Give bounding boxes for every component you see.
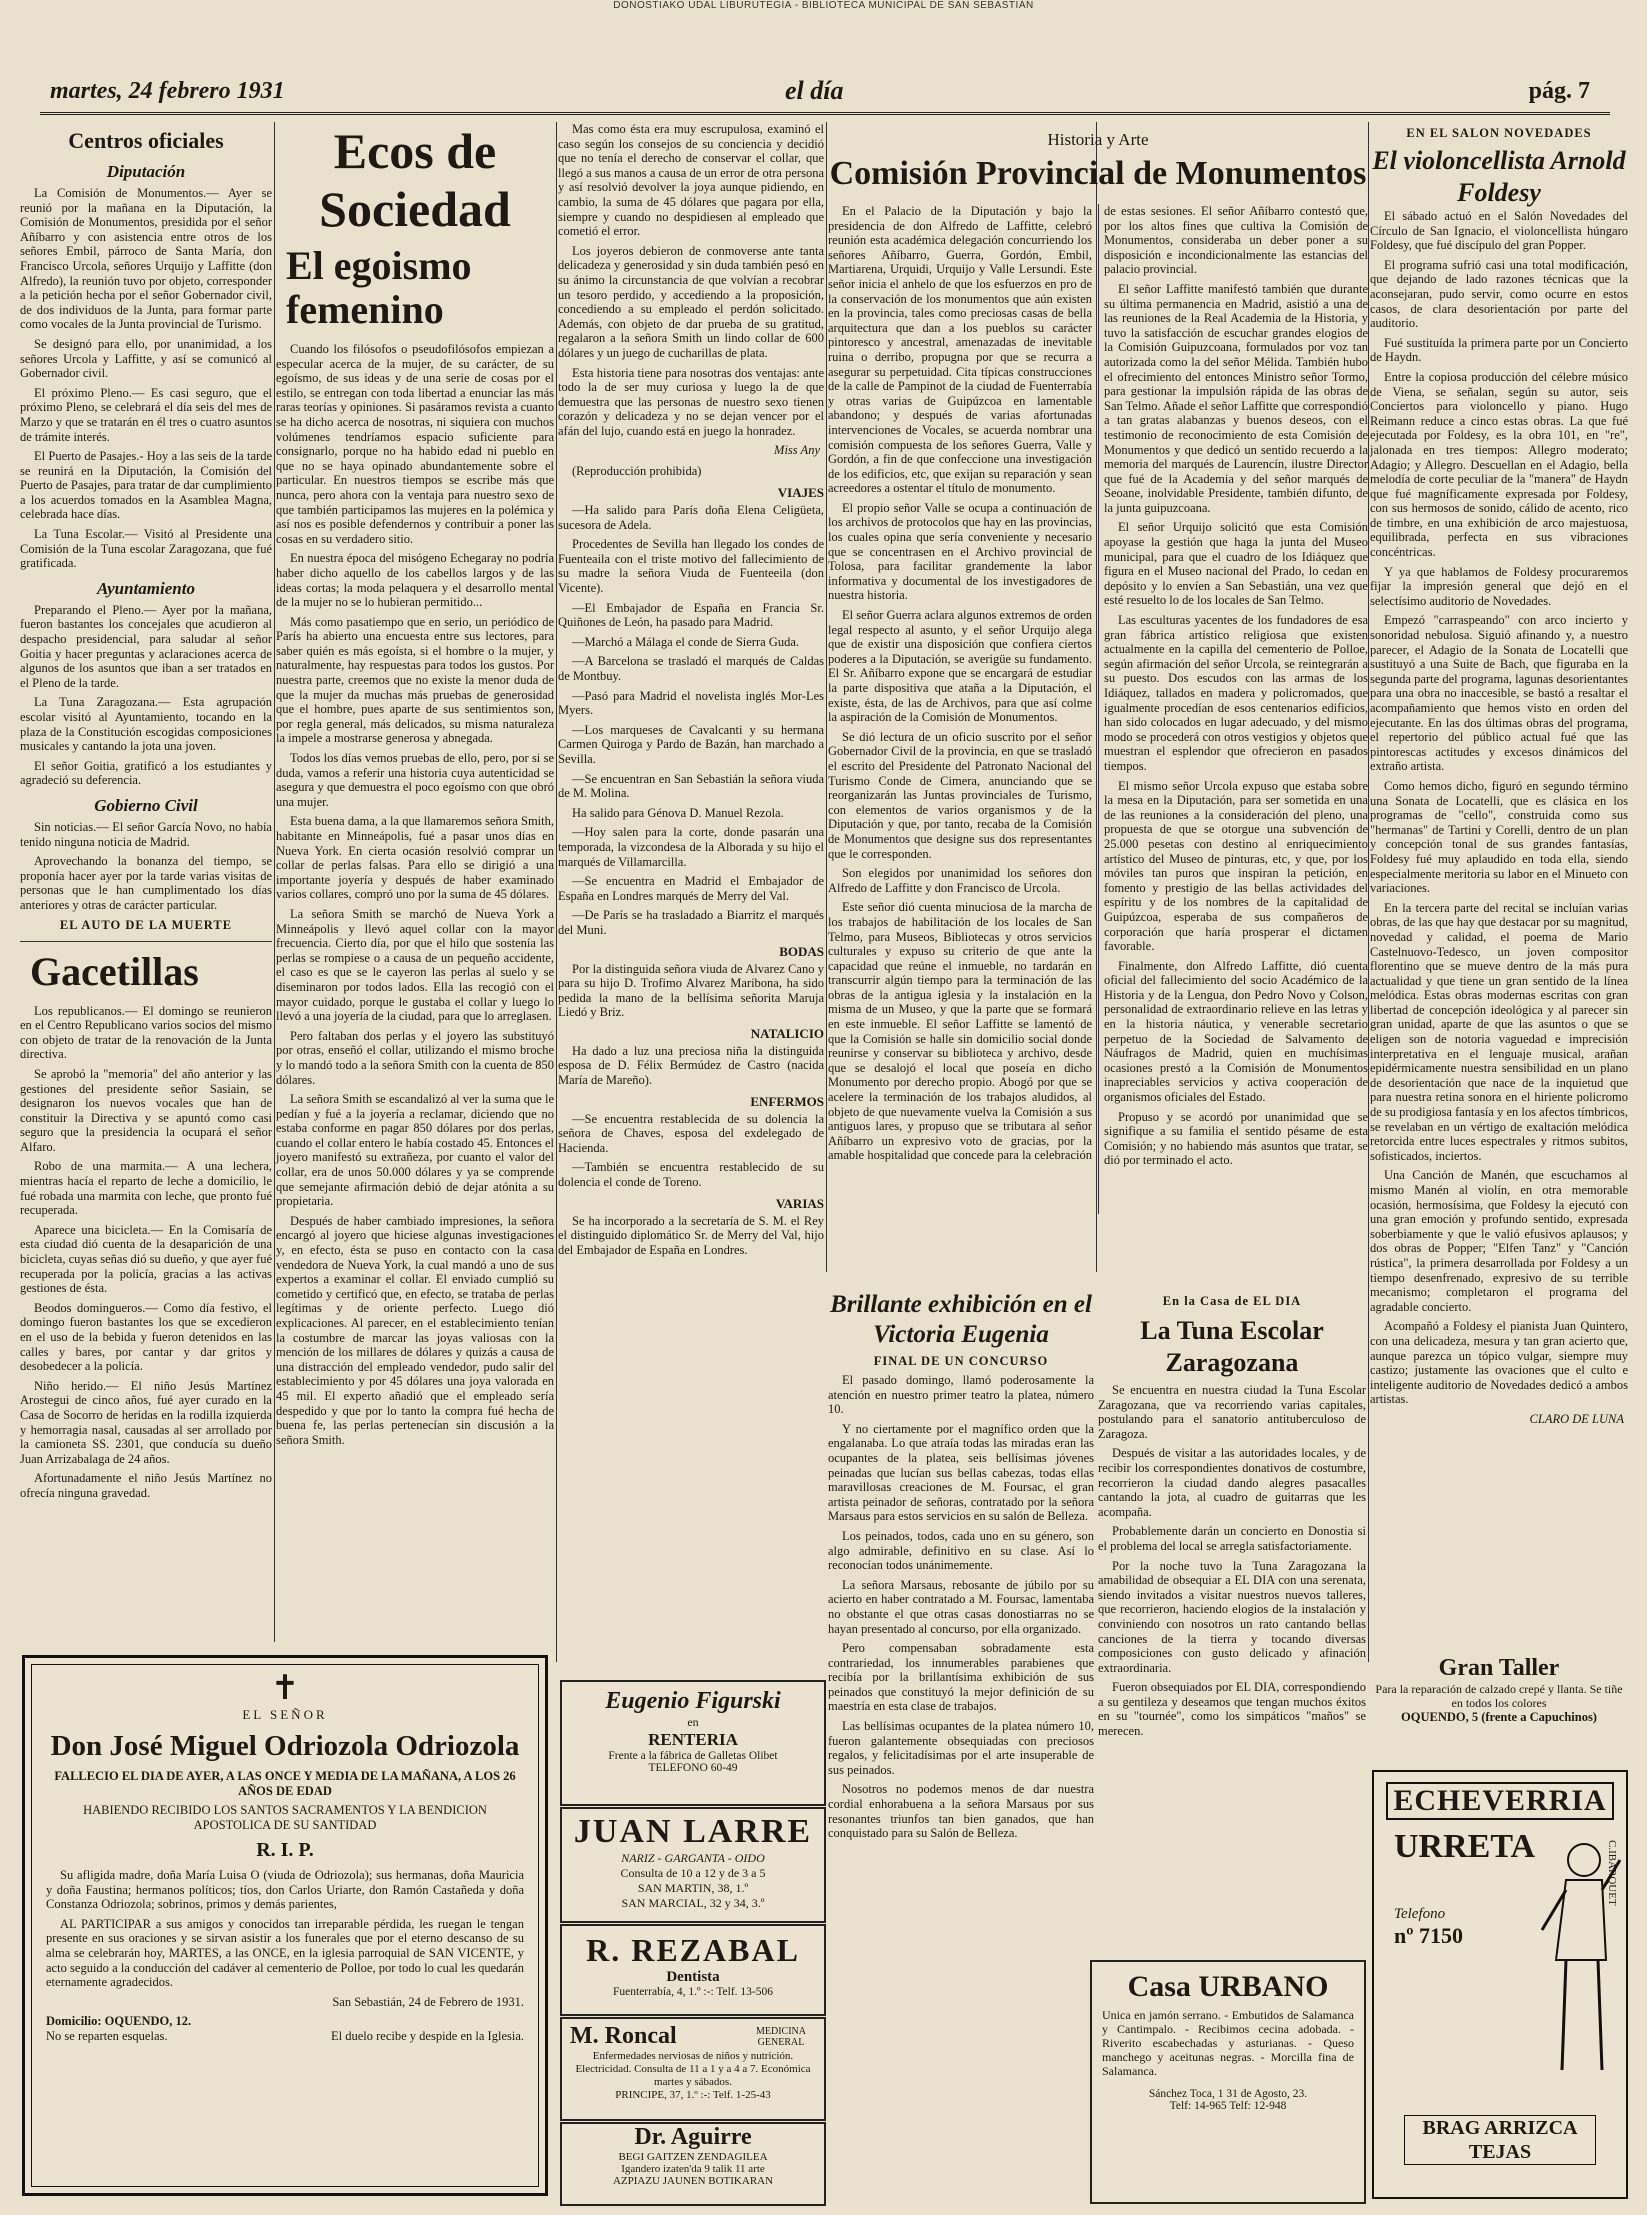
social-item: —También se encuentra restablecido de su dolencia el conde de Toreno. <box>558 1160 824 1190</box>
ecos-continued <box>558 122 824 1257</box>
article-kicker: En la Casa de EL DIA <box>1162 1294 1302 1308</box>
social-item: —De París se ha trasladado a Biarritz el marqués del Muni. <box>558 908 824 937</box>
ad-rezabal <box>560 1924 826 2016</box>
article-paragraph: Después de visitar a las autoridades locales, y de recibir los correspondientes donativos de costumbre, recorrieron la ciudad dando alegres pasacalles cantando la jota, al cuadro de guitarras que les acompaña. <box>1098 1446 1366 1519</box>
social-item: Procedentes de Sevilla han llegado los condes de Fuenteaila con el triste motivo del fallecimiento de su madre la señora Viuda de Fuenteeila (don Vicente). <box>558 537 824 596</box>
obituary-body: AL PARTICIPAR a sus amigos y conocidos tan irreparable pérdida, les ruegan le tengan presente en sus oraciones y se sirvan asistir a los funerales que por el eterno descanso de su alma se celebrarán hoy, MARTES, a las ONCE, en la iglesia parroquial de SAN VICENTE, y acto seguido a la conducción del cadáver al cementerio de Polloe, por todo lo cual les quedarán eternamente agradecidos. <box>46 1916 524 1990</box>
section-title: Gacetillas <box>30 948 199 994</box>
column-ecos-continued <box>558 122 824 1662</box>
ad-text: Enfermedades nerviosas de niños y nutrición. Electricidad. Consulta de 11 a 1 y a 4 a 7. Económica martes y sábados. <box>575 2050 811 2088</box>
subsection-title: NATALICIO <box>750 1025 824 1041</box>
article-paragraph: Las bellísimas ocupantes de la platea número 10, fueron galantemente obsequiadas con preciosos regalos, y felicitadísimas por el arte insuperable de sus peinados. <box>828 1719 1094 1777</box>
news-item: Robo de una marmita.— A una lechera, mientras hacía el reparto de leche a domicilio, le fué robada una marmita con leche, que pronto fué recuperada. <box>20 1159 272 1218</box>
social-item: —Hoy salen para la corte, donde pasarán una temporada, la vizcondesa de la Alborada y su hijo el marqués de Villamarcilla. <box>558 825 824 869</box>
article-paragraph: El programa sufrió casi una total modificación, que dejando de lado razones técnicas que la aconsejaran, pudo servir, como ocurre en estos casos, de clara desorientación por parte del auditorio. <box>1370 257 1628 331</box>
newspaper-name: el día <box>785 76 844 105</box>
subsection-title: ENFERMOS <box>750 1093 824 1109</box>
news-item: Los republicanos.— El domingo se reunieron en el Centro Republicano varios socios del mismo con objeto de tratar de la renovación de la Junta directiva. <box>20 1003 272 1062</box>
article-comision-monumentos <box>828 122 1368 1270</box>
news-item: Se designó para ello, por unanimidad, a los señores Urcola y Laffitte, y así se comunicó al Gobernador civil. <box>20 336 272 381</box>
article-paragraph: Los peinados, todos, cada uno en su género, son algo admirable, definitivo en su clase. Así lo reconocían todos unánimemente. <box>828 1528 1094 1573</box>
ad-phone: TELEFONO 60-49 <box>648 1762 738 1774</box>
news-item: El próximo Pleno.— Es casi seguro, que el próximo Pleno, se celebrará el día seis del mes de Marzo y que se tratarán en él tres o cuatro asuntos de trámite interés. <box>20 385 272 444</box>
article-paragraph: Son elegidos por unanimidad los señores don Alfredo de Laffitte y don Francisco de Urcola. <box>828 866 1092 895</box>
article-title: Comisión Provincial de Monumentos <box>829 155 1367 192</box>
ad-text: Dentista <box>666 1969 720 1985</box>
article-title: El egoismo femenino <box>286 243 472 332</box>
ad-text: AZPIAZU JAUNEN BOTIKARAN <box>612 2175 774 2187</box>
news-item: Sin noticias.— El señor García Novo, no había tenido ninguna noticia de Madrid. <box>20 819 272 849</box>
social-item: Ha dado a luz una preciosa niña la distinguida esposa de D. Félix Bermúdez de Castro (nacida María de Mareño). <box>558 1043 824 1088</box>
ad-roncal <box>560 2017 826 2121</box>
ad-text: Consulta de 10 a 12 y de 3 a 5 <box>620 1866 766 1880</box>
article-paragraph: En el Palacio de la Diputación y bajo la presidencia de don Alfredo de Laffitte, celebró reunión esta académica delegación concurriendo los señores Añíbarro, Guerra, Gordón, Embil, Martiarena, Urquidi, Urquijo y Valle Lersundi. Este señor inicia el anhelo de que los esfuerzos en pro de la conservación de los monumentos que aún existen en la provincia, tales como preciosas casas de bella arquitectura que dan a los pueblos su carácter pintoresco y ancestral, amenazadas de inevitable ruina o derribo, propugna por que se recurra a asegurar su perpetuidad. Cita típicas construcciones de la calle de Pampinot de la ciudad de Fuenterrabía y otras varias de Guipúzcoa en lamentable abandono; y después de varias afortunadas intervenciones de Vocales, se acuerda nombrar una comisión compuesta de los señores Guerra, Valle y Gordón, a fin de que confeccione una investigación de los edificios, etc, que exijan su reparación y sean acreedores a ostentar el título de monumento. <box>828 204 1092 496</box>
article-paragraph: El señor Urquijo solicitó que esta Comisión apoyase la gestión que haga la junta del Museo municipal, para que el cuadro de los Idiáquez que figura en el Museo nacional del Prado, lo cedan en depósito y lo envíen a San Sebastián, una vez que esté resuelto lo de los locales de San Telmo. <box>1104 520 1368 608</box>
ad-figurski <box>560 1680 826 1806</box>
column-foldesy <box>1370 122 1628 1652</box>
obituary-heading: EL SEÑOR <box>242 1707 328 1722</box>
ad-text: MEDICINA GENERAL <box>756 2025 806 2048</box>
news-item: Se aprobó la "memoria" del año anterior y las gestiones del presidente señor Sasiain, se designaron los nuevos vocales que han de constituir la Directiva y se apuntó como casi seguro que la presidencia la ocupará el señor Alfaro. <box>20 1066 272 1154</box>
ad-text: Igandero izaten'da 9 talik 11 arte <box>621 2163 765 2175</box>
article-paragraph: En nuestra época del misógeno Echegaray no podría haber dicho aquello de los cabellos largos y de las ideas cortas; la moda pelaquera y el desarrollo mental de la mujer no se lo hubieran permitido... <box>276 551 554 610</box>
subsection-title: Ayuntamiento <box>97 578 195 598</box>
article-title: El violoncellista Arnold Foldesy <box>1372 146 1626 207</box>
article-kicker: Historia y Arte <box>1047 130 1149 149</box>
ad-text: en <box>687 1715 699 1729</box>
article-paragraph: La señora Smith se marchó de Nueva York a Minneápolis y llevó aquel collar con la mayor frecuencia. Cierto día, por que el hilo que sostenía las perlas se rompiese o a causa de un pequeño accidente, el caso es que se le cayeron las perlas al suelo y se diseminaron por todos lados. Ella las recogió con el mayor cuidado, porque le gustaba el collar y luego lo llevó a una joyería de la ciudad, para que lo arreglasen. <box>276 906 554 1024</box>
subsection-title: VARIAS <box>775 1195 824 1211</box>
article-paragraph: Y ya que hablamos de Foldesy procuraremos fijar la impresión general que dejó en el selectísimo auditorio de Novedades. <box>1370 564 1628 608</box>
section-title: Centros oficiales <box>68 128 224 153</box>
section-title: Ecos de Sociedad <box>319 123 511 237</box>
ad-name: URRETA <box>1394 1828 1536 1865</box>
column-centros-oficiales <box>20 122 272 1637</box>
obituary-note: El duelo recibe y despide en la Iglesia. <box>331 2028 524 2043</box>
article-paragraph: El pasado domingo, llamó poderosamente la atención en nuestro primer teatro la platea, número 10. <box>828 1373 1094 1417</box>
ad-address: OQUENDO, 5 (frente a Capuchinos) <box>1401 1710 1597 1724</box>
article-paragraph: Acompañó a Foldesy el pianista Juan Quintero, con una delicadeza, mesura y tan gran acierto que, aunque parezca un tópico vulgar, siempre muy castizo; justamente las ovaciones que el culto e inteligente auditorio de Novedades dedicó a ambos artistas. <box>1370 1319 1628 1407</box>
obituary-line: HABIENDO RECIBIDO LOS SANTOS SACRAMENTOS Y LA BENDICION APOSTOLICA DE SU SANTIDAD <box>83 1803 487 1832</box>
obituary-notice <box>22 1655 548 2196</box>
news-item: La Tuna Zaragozana.— Esta agrupación escolar visitó al Ayuntamiento, tocando en la plaza de la Constitución escogidas composiciones musicales y cantando la jota una joven. <box>20 695 272 754</box>
social-item: —Pasó para Madrid el novelista inglés Mor-Les Myers. <box>558 688 824 718</box>
social-item: Ha salido para Génova D. Manuel Rezola. <box>572 805 784 820</box>
news-item: Beodos domingueros.— Como día festivo, el domingo fueron bastantes los que se excedieron en el uso de la bebida y fueron detenidos en las calles y bares, por cantar y dar gritos y desobedecer a la policía. <box>20 1300 272 1374</box>
ad-echeverria-urreta <box>1372 1770 1628 2199</box>
article-paragraph: Todos los días vemos pruebas de ello, pero, por si se duda, vamos a referir una historia cuya autenticidad se asegura y que demuestra el poco egoísmo con que obró una mujer. <box>276 751 554 809</box>
article-brillante-exhibicion <box>828 1290 1094 2000</box>
ad-town: RENTERIA <box>648 1730 738 1749</box>
article-signature: Miss Any <box>774 443 820 458</box>
ad-casa-urbano <box>1090 1960 1366 2204</box>
ad-address: Sánchez Toca, 1 31 de Agosto, 23. <box>1148 2088 1308 2100</box>
obituary-line: FALLECIO EL DIA DE AYER, A LAS ONCE Y MEDIA DE LA MAÑANA, A LOS 26 AÑOS DE EDAD <box>54 1769 516 1798</box>
news-item: Preparando el Pleno.— Ayer por la mañana, fueron bastantes los concejales que acudieron al despacho presidencial, para saludar al señor Goitia y hacer preguntas y aclaraciones acerca de algunos de los asuntos que iban a ser tratados en el Pleno de la tarde. <box>20 602 272 690</box>
obituary-body: Su afligida madre, doña María Luisa O (viuda de Odriozola); sus hermanas, doña Mauricia y doña Faustina; hermanos políticos; tíos, don Carlos Uriarte, don Ramón Castañeda y doña Constanza Odriozola; sobrinos, primos y demás parientes, <box>46 1868 524 1912</box>
article-paragraph: Probablemente darán un concierto en Donostia si el problema del local se arregla satisfactoriamente. <box>1098 1524 1366 1553</box>
news-item: La Comisión de Monumentos.— Ayer se reunió por la mañana en la Diputación, la Comisión de Monumentos, presidida por el señor Añíbarro y con asistencia entre otros de los señores Embil, párroco de Santa María, don Francisco Urcola, señores Urquijo y Laffitte (don Alfredo), la reunión tuvo por objeto, corresponder a la petición hecha por el señor Gobernador civil, de dos individuos de la Junta, para formar parte como vocales de la Junta provincial de Turismo. <box>20 186 272 332</box>
article-paragraph: El señor Guerra aclara algunos extremos de orden legal respecto al asunto, y el señor Urquijo alega que de existir una disposición que confiera ciertos poderes a la Diputación, se averigüe su fundamento. El Sr. Añíbarro expone que se encargará de estudiar la parte dispositiva que ataña a la Diputación, el existe, ésta, de las de Archivos, para que así colme la aspiración de la Comisión de Monumentos. <box>828 608 1092 725</box>
social-item: —El Embajador de España en Francia Sr. Quiñones de León, ha pasado para Madrid. <box>558 600 824 630</box>
article-paragraph: Por la noche tuvo la Tuna Zaragozana la amabilidad de obsequiar a EL DIA con una serenata, siendo invitados a visitar nuestros nuevos talleres, que recorrieron, haciendo elogios de la instalación y conviniendo con nosotros un rato cantando bellas canciones de la tierra y tocando diversas composiciones con gusto delicado y afinación extraordinaria. <box>1098 1558 1366 1675</box>
masthead <box>40 72 1610 115</box>
ad-phone-label: Telefono <box>1394 1906 1446 1922</box>
obituary-note: No se reparten esquelas. <box>46 2028 168 2043</box>
ad-name: Eugenio Figurski <box>605 1688 781 1714</box>
article-paragraph: Esta historia tiene para nosotras dos ventajas: ante todo la de ser muy curiosa y luego la de que demuestra que las personas de nuestro sexo tienen corazón y delicadeza y no se dejan vencer por el afán del lujo, cuando está en juego la honradez. <box>558 365 824 438</box>
article-paragraph: Cuando los filósofos o pseudofilósofos empiezan a especular acerca de la mujer, de su carácter, de su egoísmo, de sus ideas y de una serie de cosas por el estilo, se entregan con toda libertad a enunciar las más raras teorías y opiniones. Si pasáramos revista a cuanto se ha dicho acerca de nosotras, ni siquiera con muchos volúmenes tendríamos espacio suficiente para consignarlo, porque no ha habido edad ni pueblo en que no se haya opinado abundantemente sobre el particular. En nuestros tiempos se escribe más que nunca, pero ahora con la ventaja para nuestro sexo de que también participamos las mujeres en la polémica y así nos es posible defendernos y contribuir a poner las cosas en su verdadero sitio. <box>276 342 554 546</box>
social-item: —Se encuentran en San Sebastián la señora viuda de M. Molina. <box>558 771 824 801</box>
ad-text: Unica en jamón serrano. - Embutidos de Salamanca y Cantimpalo. - Recibimos cecina adobada. - Riverito escabechadas y asturianas. - Queso manchego y aceitunas negras. - Morcilla fina de Salamanca. <box>1102 2008 1354 2078</box>
news-item: La Tuna Escolar.— Visitó al Presidente una Comisión de la Tuna escolar Zaragozana, que fué gratificada. <box>20 527 272 571</box>
archive-header: DONOSTIAKO UDAL LIBURUTEGIA - BIBLIOTECA MUNICIPAL DE SAN SEBASTIÁN <box>613 0 1034 11</box>
article-paragraph: El señor Laffitte manifestó también que durante su última permanencia en Madrid, asistió a una de las reuniones de la Real Academia de la Historia, y tuvo la satisfacción de escuchar grandes elogios de la Comisión Guipuzcoana, formulados por voz tan autorizada como la del señor Mélida. También hubo el ofrecimiento del entonces Ministro señor Tormo, para gestionar la impulsión rápida de las obras de San Telmo. Añade el señor Laffitte que correspondió a tan gratas alabanzas y buenos deseos, con el testimonio de reconocimiento de esta Comisión de Monumentos y que dedicó un sentido recuerdo a la memoria del marqués de Laurencín, ilustre Director que fué de la Academia y del señor marqués de Seoane, inolvidable Presidente, también difunto, de la junta guipuzcoana. <box>1104 281 1368 515</box>
ad-address: Frente a la fábrica de Galletas Olibet <box>608 1750 778 1762</box>
article-paragraph: Más como pasatiempo que en serio, un periódico de París ha abierto una encuesta entre sus lectores, para saber quién es más egoísta, si el hombre o la mujer, y naturalmente, hay respuestas para todos los gustos. Por nuestra parte, creemos que no existe la menor duda de que la mujer da muchas más pruebas de generosidad que el hombre, pues aparte de sus sentimientos son, por regla general, más delicados, su misma naturaleza la impele a mostrarse generosa y abnegada. <box>276 614 554 746</box>
ad-address: PRINCIPE, 37, 1.º :-: Telf. 1-25-43 <box>615 2089 771 2101</box>
article-signature: CLARO DE LUNA <box>1529 1411 1624 1426</box>
article-paragraph: Esta buena dama, a la que llamaremos señora Smith, habitante en Minneápolis, fué a pasar unos días en Nueva York. En cierta ocasión resolvió comprar un collar de perlas falsas. Para ello se dirigió a una importante joyería y después de haber examinado varios collares, compró uno por la suma de 45 dólares. <box>276 814 554 902</box>
article-title: La Tuna Escolar Zaragozana <box>1140 1316 1324 1377</box>
article-paragraph: Propuso y se acordó por unanimidad que se signifique a su familia el sentido pésame de esta Comisión; y no habiendo más asuntos que tratar, se dió por terminado el acto. <box>1104 1109 1368 1168</box>
social-item: Por la distinguida señora viuda de Alvarez Cano y para su hijo D. Trofimo Alvarez Maribona, ha sido pedida la mano de la bellísima señorita Maruja Liedó y Briz. <box>558 961 824 1020</box>
ad-address: SAN MARTIN, 38, 1.º <box>637 1881 749 1895</box>
news-item: El Puerto de Pasajes.- Hoy a las seis de la tarde se reunirá en la Diputación, la Comisión del Puerto de Pasajes, para tratar de dar cumplimiento a los acuerdos tomados en la Asamblea Magna, celebrada hace días. <box>20 449 272 522</box>
ad-name: JUAN LARRE <box>573 1813 813 1850</box>
article-paragraph: La señora Marsaus, rebosante de júbilo por su acierto en haber contratado a M. Foursac, lamentaba no obstante el que otras casas donostiarras no se hayan presentado al concurso, por ella organizado. <box>828 1577 1094 1636</box>
artist-signature: C.IBARQUET <box>1606 1840 1618 1906</box>
article-paragraph: En la tercera parte del recital se incluían varias obras, de las que hay que destacar por su magnitud, novedad y calidad, el poema de Mario Castelnuovo-Tedesco, un joven compositor florentino que se mueve dentro de la más pura actualidad y que tiene un gran sentido de la línea melódica. Estas obras modernas escritas con gran libertad de concepción ideológica y al parecer sin gran unidad, aparte de que las asuntos o que se eligen son de notoria vaguedad e imprecisión interpretativa en el lenguaje musical, arañan epidérmicamente nuestra sensibilidad en un plano de desorientación que nace de la inquietud que para nuestra retina sonora en el hiriente policromo de su prodigiosa fantasía y en los afectos tímbricos, se revelaban en un vértigo de exaltación melódica retorcida entre luces espectrales y ritmos subitos, sofisticados, inciertos. <box>1370 900 1628 1163</box>
article-paragraph: La señora Smith se escandalizó al ver la suma que le pedían y fué a la joyería a reclamar, diciendo que no estaba conforme en pagar 850 dólares por dos perlas, cuando el collar entero le había costado 45. Entonces el joyero manifestó su extrañeza, por cuanto el valor del collar, era de unos 50.000 dólares y ya se comprende que semejante afirmación debió de dejar atónita a su propietaria. <box>276 1092 554 1209</box>
article-paragraph: El mismo señor Urcola expuso que estaba sobre la mesa en la Diputación, para ser sometida en una de las reuniones a la consideración del pleno, una propuesta de que se otorgue una subvención de 25.000 pesetas con destino al enriquecimiento artístico del Museo de pinturas, etc, y que, por los móviles tan puros que inspiran la petición, en fomento y prestigio de las bellas actividades del espíritu y de los nombres de la capitalidad de Guipúzcoa, esperaba de sus compañeros de corporación que haría prosperar el dictamen favorable. <box>1104 778 1368 954</box>
article-paragraph: Como hemos dicho, figuró en segundo término una Sonata de Locatelli, que es clásica en los programas de "cello", construida como sus "hermanas" de Tartini y Corelli, dentro de un plan y concepción tonal de sus grandes fantasías, Foldesy fué muy aplaudido en toda ella, siendo especialmente meritoria su labor en el Minueto con variaciones. <box>1370 778 1628 896</box>
ad-phone: nº 7150 <box>1394 1923 1463 1948</box>
article-paragraph: Después de haber cambiado impresiones, la señora encargó al joyero que hiciese algunas investigaciones y, en efecto, ésta se puso en contacto con la casa vendedora de Nueva York, la cual mandó a uno de sus expertos a examinar el collar. El enviado cumplió su cometido y certificó que, en efecto, se trataba de perlas legítimas y de oriente perfecto. Luego dió explicaciones. Al parecer, en el establecimiento tenían la costumbre de marcar las joyas valiosas con la mención de los millares de dólares y quizás a causa de una distracción del empleado vendedor, pudo salir del establecimiento y por 45 dólares una joya valorada en 45 mil. El experto añadió que el empleado sería despedido y que por lo tanto la compra fué hecha de buena fe, las perlas pertenecían sin discusión a la señora Smith. <box>276 1213 554 1447</box>
subsection-title: Diputación <box>106 162 186 181</box>
article-paragraph: Nosotros no podemos menos de dar nuestra cordial enhorabuena a la señora Marsaus por sus resonantes triunfos tan bien ganados, que han conquistado para su Salón de Belleza. <box>828 1782 1094 1841</box>
ad-text: BRAG ARRIZCA TEJAS <box>1404 2115 1596 2165</box>
article-paragraph: Una Canción de Manén, que escuchamos al mismo Manén al violín, en otra memorable ocasión, hermosísima, que Foldesy la ejecutó con una gran emoción y profundo sentido, expresada soberbiamente y que le valió efusivos aplausos; y dos obras de Popper; "Elfen Tanz" y "Canción rústica", la primera desarrollada por Foldesy a un tiempo desenfrenado, expresivo de su terrible mecanismo; completaron el programa del agradable concierto. <box>1370 1168 1628 1314</box>
article-paragraph: Y no ciertamente por el magnífico orden que la engalanaba. Lo que atraía todas las miradas eran las ocupantes de la platea, seis bellísimas jóvenes peinadas que lucían sus bellas cabezas, todas ellas maravillosas creaciones de M. Foursac, el gran artista peinador de señoras, contratado por la señora Marsaus para estos servicios en su salón de Belleza. <box>828 1421 1094 1524</box>
news-item: El señor Goitia, gratificó a los estudiantes y agradeció su deferencia. <box>20 758 272 788</box>
rip: R. I. P. <box>256 1839 314 1861</box>
reproduction-note: (Reproducción prohibida) <box>572 464 702 479</box>
article-kicker: FINAL DE UN CONCURSO <box>873 1354 1049 1368</box>
news-item: Niño herido.— El niño Jesús Martínez Arostegui de cinco años, fué ayer curado en la Casa de Socorro de heridas en la rodilla izquierda y hemorragia nasal, causadas al ser arrollado por la camioneta SS. 2301, que conducía su dueño Juan Arrizabalaga de 24 años. <box>20 1378 272 1466</box>
article-paragraph: Fueron obsequiados por EL DIA, correspondiendo a su gentileza y deseamos que tengan muchos éxitos en su "tournée", como los simpáticos "maños" se merecen. <box>1098 1680 1366 1739</box>
subsection-title: VIAJES <box>777 485 824 501</box>
ad-name: Gran Taller <box>1438 1655 1560 1681</box>
ad-name: Dr. Aguirre <box>634 2124 752 2150</box>
article-kicker: EN EL SALON NOVEDADES <box>1406 126 1592 140</box>
article-paragraph: Los joyeros debieron de conmoverse ante tanta delicadeza y generosidad y sin duda también pesó en su ánimo la circunstancia de que volvían a recobrar un tesoro perdido, y accediendo a la proposición, concediendo a su empleado el perdón solicitado. Además, con objeto de dar prueba de su gratitud, regalaron a la señora Smith un lindo collar de 600 dólares y un juego de cucharillas de plata. <box>558 243 824 360</box>
article-paragraph: Pero faltaban dos perlas y el joyero las substituyó por otras, enseñó el collar, utilizando el mismo broche y lo mandó todo a la señora Smith con la cuenta de 850 dólares. <box>276 1028 554 1087</box>
social-item: —Los marqueses de Cavalcanti y su hermana Carmen Quiroga y Pardo de Bazán, han marchado a Sevilla. <box>558 722 824 766</box>
issue-date: martes, 24 febrero 1931 <box>50 78 285 104</box>
ad-name: R. REZABAL <box>586 1932 800 1968</box>
article-paragraph: Se dió lectura de un oficio suscrito por el señor Gobernador Civil de la provincia, en que se trasladó el escrito del Presidente del Patronato Nacional del Turismo Conde de Cimera, anunciando que se reorganizarán las Juntas provinciales de Turismo, con elementos de varios organismos y de la Diputación y que, por tanto, recaba de la Comisión de Monumentos que designe sus dos representantes que le corresponden. <box>828 729 1092 861</box>
social-item: —Se encuentra en Madrid el Embajador de España en Londres marqués de Merry del Val. <box>558 874 824 903</box>
article-paragraph: Las esculturas yacentes de los fundadores de esa gran fábrica artístico religiosa que existen actualmente en la capilla del cementerio de Polloe, según afirmación del señor Urcola, se reintegrarán a su puesto. Dos escudos con las armas de los Idiáquez, tallados en madera y policromados, que igualmente procedían de esos centenarios edificios, han sido colocados en lugar adecuado, y del mismo modo se procederá con otros vestigios y objetos que muestran el esplendor que ofrecieron en pasados tiempos. <box>1104 613 1368 773</box>
article-title: Brillante exhibición en el Victoria Eugenia <box>830 1291 1092 1348</box>
ad-address: Fuenterrabía, 4, 1.º :-: Telf. 13-506 <box>613 1986 773 1998</box>
obituary-place-date: San Sebastián, 24 de Febrero de 1931. <box>332 1994 524 2009</box>
social-item: —Se encuentra restablecida de su dolencia la señora de Chaves, esposa del exdelegado de Hacienda. <box>558 1111 824 1155</box>
social-item: —A Barcelona se trasladó el marqués de Caldas de Montbuy. <box>558 654 824 683</box>
news-item: Aparece una bicicleta.— En la Comisaría de esta ciudad dió cuenta de la desaparición de una bicicleta, cuyas señas dió su dueño, y que ayer fué recuperada por la policía, gracias a las activas gestiones de ésta. <box>20 1222 272 1296</box>
article-paragraph: Este señor dió cuenta minuciosa de la marcha de los trabajos de habilitación de los locales de San Telmo, para Museos, Bibliotecas y otros servicios culturales y expuso su criterio de que ante la capacidad que reúne el inmueble, no tardarán en transcurrir algún tiempo para la terminación de las obras de la antigua iglesia y la instalación en la misma de un Museo, y que la parte que se formará en este inmueble. El señor Laffitte se lamentó de que la Comisión se halle sin domicilio social donde reunirse y conservar su biblioteca y archivo, desde que se desalojó el local que poseía en dicho Monumento por derecho propio. Abogó por que se acelere la terminación de los trabajos aludidos, al objeto de que nuevamente vuelva la Comisión a sus antiguos lares, y propuso que se tributara al señor Añíbarro un expresivo voto de gracias, por la amable hospitalidad que concede para la celebración de estas sesiones. El señor Añíbarro contestó que, por los altos fines que cultiva la Comisión de Monumentos, consideraba un deber poner a su disposición e incondicionalmente las estancias del palacio provincial. <box>828 204 1368 1163</box>
column-ecos-de-sociedad <box>276 122 554 1662</box>
ad-juan-larre <box>560 1807 826 1923</box>
ad-name: M. Roncal <box>570 2023 677 2049</box>
article-paragraph: Fué sustituída la primera parte por un Concierto de Haydn. <box>1370 335 1628 365</box>
ad-text: Para la reparación de calzado crepé y llanta. Se tiñe en todos los colores <box>1375 1682 1623 1710</box>
article-paragraph: Pero compensaban sobradamente esta contrariedad, los innumerables parabienes que recibía por la brillantísima exhibición de sus peinados que constituyó la mejor definición de su maestría en esta clase de trabajos. <box>828 1641 1094 1714</box>
ad-text: NARIZ - GARGANTA - OIDO <box>621 1851 765 1865</box>
social-item: Se ha incorporado a la secretaría de S. M. el Rey el distinguido diplomático Sr. de Merry del Val, hijo del Embajador de España en Londres. <box>558 1213 824 1257</box>
article-paragraph: Se encuentra en nuestra ciudad la Tuna Escolar Zaragozana, que va recorriendo varias capitales, postulando para el sanatorio antituberculoso de Zaragoza. <box>1098 1383 1366 1441</box>
page-number: pág. 7 <box>1528 78 1590 104</box>
ad-aguirre <box>560 2122 826 2206</box>
ad-gran-taller <box>1370 1655 1628 1765</box>
article-paragraph: El sábado actuó en el Salón Novedades del Círculo de San Ignacio, el violoncellista húngaro Foldesy, que fué discípulo del gran Popper. <box>1370 209 1628 253</box>
article-paragraph: Finalmente, don Alfredo Laffitte, dió cuenta oficial del fallecimiento del socio Académico de la Historia y de la Lengua, don Pedro Novo y Colson, personalidad de extraordinario relieve en las letras y en la historia náutica, y venerable secretario perpetuo de la Sociedad de Salvamento de Náufragos de Madrid, quien en muchísimas ocasiones prestó a la Comisión de Monumentos inapreciables servicios y activa cooperación de organismos oficiales del Estado. <box>1104 958 1368 1105</box>
news-item: Aprovechando la bonanza del tiempo, se proponía hacer ayer por la tarde varias visitas de personas que le han cumplimentado los días anteriores y otras de carácter particular. <box>20 854 272 912</box>
deceased-name: Don José Miguel Odriozola Odriozola <box>50 1730 520 1762</box>
ad-name: Casa URBANO <box>1127 1970 1329 2003</box>
social-item: —Ha salido para París doña Elena Celigüeta, sucesora de Adela. <box>558 503 824 532</box>
section-footer: EL AUTO DE LA MUERTE <box>59 917 233 932</box>
ad-name: ECHEVERRIA <box>1386 1782 1614 1820</box>
ad-text: BEGI GAITZEN ZENDAGILEA <box>618 2151 768 2163</box>
article-paragraph: Empezó "carraspeando" con arco incierto y sonoridad nebulosa. Siguió afinando y, a nuestro parecer, el Adagio de la Sonata de Locatelli que sustituyó a una Suite de Bach, que figuraba en la segunda parte del programa, lagunas desorientantes para una obra no inaccesible, se bastó a resaltar el acompañamiento que hemos visto en orden del ejecutante. En las dos últimas obras del programa, el repertorio del público actual fué que las pintorescas actitudes y excesos dinámicos del extraño artista. <box>1370 613 1628 774</box>
ad-address: SAN MARCIAL, 32 y 34, 3.º <box>621 1896 765 1910</box>
article-tuna-escolar <box>1098 1290 1366 1930</box>
news-item: Afortunadamente el niño Jesús Martínez no ofrecía ninguna gravedad. <box>20 1471 272 1500</box>
social-item: —Marchó a Málaga el conde de Sierra Guda. <box>572 634 799 649</box>
article-paragraph: Entre la copiosa producción del célebre músico de Viena, se señalan, según su autor, seis Conciertos para violoncello y piano. Hugo Reimann reduce a cinco estas obras. La que fué ejecutada por Foldesy, es la obra 101, en "re", jalonada en tres tiempos: Allegro moderato; Adagio; y Allegro. Descuellan en el Adagio, bella melodía de corte peculiar de la "manera" de Haydn que fué magníficamente expresada por Foldesy, con sus hermosos de sonido, cálido de acento, rico de timbre, en una exhibición de arco majestuosa, equilibrada, perfecta en sus vibraciones concéntricas. <box>1370 369 1628 560</box>
cross-icon: ✝ <box>270 1670 300 1707</box>
obituary-domicilio: Domicilio: OQUENDO, 12. <box>46 2013 192 2028</box>
subsection-title: BODAS <box>779 943 824 959</box>
ad-phone: Telf: 14-965 Telf: 12-948 <box>1169 2100 1287 2112</box>
subsection-title: Gobierno Civil <box>94 795 198 815</box>
article-paragraph: Mas como ésta era muy escrupulosa, examinó el caso según los consejos de su conciencia y decidió que no tenía el derecho de conservar el collar, que llegó a sus manos a causa de un error de otra persona y así resolvió devolver la joya aunque pidiendo, en cambio, la suma de 45 dólares que pagara por ella, siempre y cuando no despidiesen al empleado que cometió el error. <box>558 122 824 239</box>
article-paragraph: El propio señor Valle se ocupa a continuación de los archivos de protocolos que hay en las provincias, los cuales opina que sería conveniente y necesario que se concentrasen en el Archivo provincial de Tolosa, para facilitar grandemente la labor informativa y documental de los investigadores de nuestra historia. <box>828 500 1092 603</box>
